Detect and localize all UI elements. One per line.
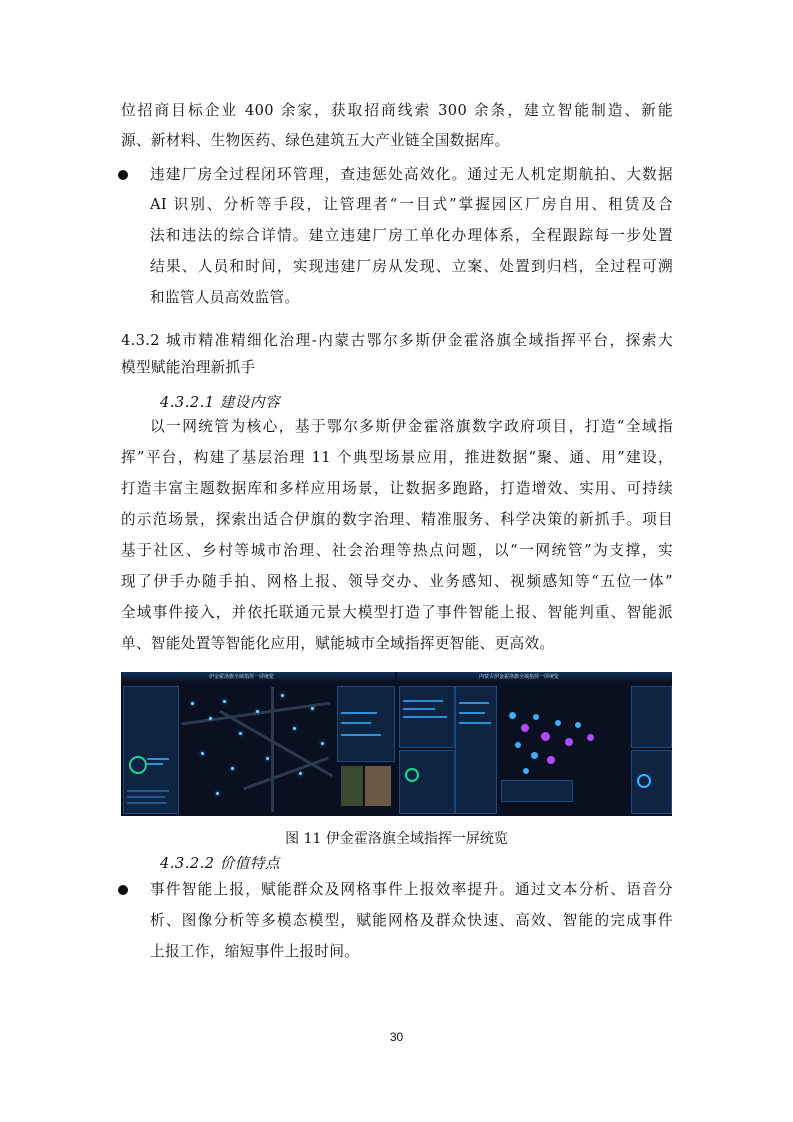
para-2-line-1: 违建厂房全过程闭环管理，查违惩处高效化。通过无人机定期航拍、大数据: [150, 166, 673, 183]
bullet-icon: [118, 885, 128, 895]
map-marker-icon: [299, 772, 302, 775]
map-marker-icon: [533, 714, 539, 720]
stat-bar: [127, 790, 169, 792]
map-marker-icon: [281, 694, 284, 697]
para-1-line-2: 源、新材料、生物医药、绿色建筑五大产业链全国数据库。: [121, 132, 510, 149]
map-marker-icon: [191, 702, 194, 705]
stat-bar: [459, 702, 489, 704]
stat-bar: [127, 802, 167, 804]
map-info-popup: [501, 780, 573, 802]
subsection-heading-2: 4.3.2.2 价值特点: [160, 855, 281, 872]
stat-bar: [403, 708, 435, 710]
video-feed-thumbnail: [341, 766, 363, 806]
video-feed-thumbnail: [365, 766, 391, 806]
map-marker-icon: [565, 738, 573, 746]
section-heading-line-2: 模型赋能治理新抓手: [121, 359, 256, 376]
para-3-line-5: 基于社区、乡村等城市治理、社会治理等热点问题，以“一网统管”为支撑，实: [121, 542, 673, 559]
stat-bar: [341, 722, 371, 724]
dashboard-left-screen: [121, 672, 395, 816]
stat-bar: [341, 712, 377, 714]
map-marker-icon: [521, 724, 529, 732]
stat-bar: [127, 796, 165, 798]
stat-bar: [403, 700, 443, 702]
para-3-line-1: 以一网统管为核心，基于鄂尔多斯伊金霍洛旗数字政府项目，打造“全域指: [150, 418, 673, 435]
para-3-line-7: 全域事件接入，并依托联通元景大模型打造了事件智能上报、智能判重、智能派: [121, 604, 673, 621]
dashboard-left-title: 伊金霍洛旗全域指挥一屏统览: [209, 674, 275, 680]
para-2-line-2: AI 识别、分析等手段，让管理者“一目式”掌握园区厂房自用、租赁及合: [150, 196, 673, 213]
para-4-line-3: 上报工作，缩短事件上报时间。: [150, 943, 360, 960]
para-2-line-4: 结果、人员和时间，实现违建厂房从发现、立案、处置到归档，全过程可溯: [150, 258, 673, 275]
right-side-panel: [631, 686, 672, 748]
left-stats-panel: [123, 686, 179, 814]
bullet-icon: [118, 170, 128, 180]
map-marker-icon: [266, 757, 269, 760]
para-4-line-2: 析、图像分析等多模态模型，赋能网格及群众快速、高效、智能的完成事件: [150, 912, 673, 929]
map-marker-icon: [223, 700, 226, 703]
map-marker-icon: [531, 752, 538, 759]
stat-bar: [459, 722, 491, 724]
para-1-line-1: 位招商目标企业 400 余家，获取招商线索 300 余条，建立智能制造、新能: [121, 102, 673, 119]
map-marker-icon: [547, 756, 555, 764]
map-marker-icon: [201, 752, 204, 755]
map-marker-icon: [523, 768, 529, 774]
map-marker-icon: [231, 767, 234, 770]
right-stats-panel: [399, 750, 455, 814]
map-road: [271, 687, 274, 812]
map-marker-icon: [311, 707, 314, 710]
stat-bar: [459, 712, 485, 714]
page-number: 30: [389, 1030, 404, 1044]
map-marker-icon: [575, 722, 581, 728]
para-3-line-2: 挥”平台，构建了基层治理 11 个典型场景应用，推进数据“聚、通、用”建设，: [121, 449, 673, 466]
map-road: [243, 757, 329, 791]
map-marker-icon: [541, 732, 550, 741]
dashboard-right-title: 内蒙古伊金霍洛旗全域指挥一屏统览: [479, 674, 560, 680]
ring-gauge-icon: [129, 756, 147, 774]
para-2-line-3: 法和违法的综合详情。建立违建厂房工单化办理体系，全程跟踪每一步处置: [150, 227, 673, 244]
map-marker-icon: [293, 727, 296, 730]
stat-bar: [403, 716, 447, 718]
dashboard-right-screen: [397, 672, 672, 816]
ring-gauge-icon: [637, 774, 651, 788]
stat-bar: [147, 758, 169, 760]
dashboard-right-header: [397, 672, 672, 682]
map-marker-icon: [209, 717, 212, 720]
para-3-line-3: 打造丰富主题数据库和多样应用场景，让数据多跑路，打造增效、实用、可持续: [121, 480, 673, 497]
map-marker-icon: [555, 720, 561, 726]
para-3-line-6: 现了伊手办随手拍、网格上报、领导交办、业务感知、视频感知等“五位一体”: [121, 573, 673, 590]
para-3-line-4: 的示范场景，探索出适合伊旗的数字治理、精准服务、科学决策的新抓手。项目: [121, 511, 673, 528]
map-marker-icon: [515, 742, 521, 748]
map-road: [182, 702, 331, 726]
para-2-line-5: 和监管人员高效监管。: [150, 289, 300, 306]
right-list-panel: [455, 686, 497, 814]
para-3-line-8: 单、智能处置等智能化应用，赋能城市全域指挥更智能、更高效。: [121, 635, 555, 652]
para-4-line-1: 事件智能上报，赋能群众及网格事件上报效率提升。通过文本分析、语音分: [150, 881, 673, 898]
map-marker-icon: [321, 742, 324, 745]
dashboard-left-header: [121, 672, 395, 682]
dashboard-figure: [121, 672, 672, 816]
map-marker-icon: [239, 732, 242, 735]
stat-bar: [341, 734, 381, 736]
event-panel: [337, 686, 395, 762]
map-marker-icon: [587, 734, 594, 741]
map-road: [219, 710, 333, 778]
ring-gauge-icon: [405, 768, 419, 782]
stat-bar: [147, 763, 163, 765]
figure-caption: 图 11 伊金霍洛旗全域指挥一屏统览: [285, 831, 508, 847]
section-heading-line-1: 4.3.2 城市精准精细化治理-内蒙古鄂尔多斯伊金霍洛旗全域指挥平台，探索大: [121, 332, 673, 349]
map-marker-icon: [256, 710, 259, 713]
map-marker-icon: [509, 712, 516, 719]
map-marker-icon: [216, 792, 219, 795]
subsection-heading-1: 4.3.2.1 建设内容: [160, 394, 281, 411]
